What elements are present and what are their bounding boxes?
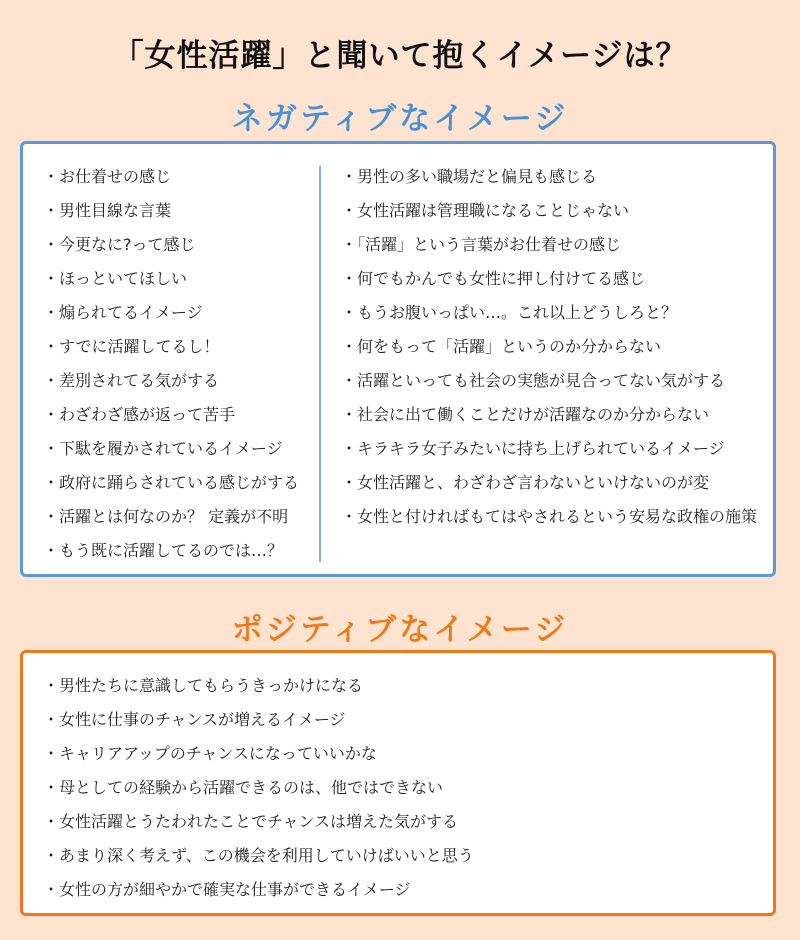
list-item: ・女性活躍と、わざわざ言わないといけないのが変 bbox=[341, 473, 710, 492]
page-title: 「女性活躍」と聞いて抱くイメージは？ bbox=[112, 38, 688, 74]
list-item: ・女性と付ければもてはやされるという安易な政権の施策 bbox=[341, 507, 758, 526]
list-item: ・女性に仕事のチャンスが増えるイメージ bbox=[43, 710, 346, 729]
list-item: ・女性活躍は管理職になることじゃない bbox=[341, 201, 630, 220]
list-item: ・男性たちに意識してもらうきっかけになる bbox=[43, 676, 364, 695]
negative-right-list bbox=[341, 163, 761, 537]
list-item: ・差別されてる気がする bbox=[43, 371, 220, 390]
list-item: ・男性目線な言葉 bbox=[43, 201, 172, 220]
positive-box bbox=[20, 650, 776, 916]
list-item: ・お仕着せの感じ bbox=[43, 167, 172, 186]
list-item: ・女性の方が細やかで確実な仕事ができるイメージ bbox=[43, 880, 411, 899]
negative-left-list bbox=[43, 163, 315, 571]
list-item: ・活躍といっても社会の実態が見合ってない気がする bbox=[341, 371, 726, 390]
list-item: ・もうお腹いっぱい…。これ以上どうしろと？ bbox=[341, 303, 678, 322]
positive-heading: ポジティブなイメージ bbox=[231, 612, 569, 648]
list-item: ・今更なに?って感じ bbox=[43, 235, 196, 254]
list-item: ・男性の多い職場だと偏見も感じる bbox=[341, 167, 598, 186]
list-item: ・政府に踊らされている感じがする bbox=[43, 473, 300, 492]
positive-list bbox=[43, 672, 474, 910]
list-item: ・すでに活躍してるし！ bbox=[43, 337, 220, 356]
list-item: ・女性活躍とうたわれたことでチャンスは増えた気がする bbox=[43, 812, 459, 831]
list-item: ・活躍とは何なのか？ 定義が不明 bbox=[43, 507, 289, 526]
list-item: ・もう既に活躍してるのでは…？ bbox=[43, 541, 284, 560]
list-item: ・母としての経験から活躍できるのは、他ではできない bbox=[43, 778, 444, 797]
negative-box bbox=[20, 141, 776, 577]
list-item: ・キラキラ女子みたいに持ち上げられているイメージ bbox=[341, 439, 725, 458]
list-item: ・わざわざ感が返って苦手 bbox=[43, 405, 236, 424]
list-item: ・あまり深く考えず、この機会を利用していけばいいと思う bbox=[43, 846, 474, 865]
list-item: ・下駄を履かされているイメージ bbox=[43, 439, 283, 458]
list-item: ・何をもって「活躍」というのか分からない bbox=[341, 337, 662, 356]
list-item: ・煽られてるイメージ bbox=[43, 303, 203, 322]
list-item: ・社会に出て働くことだけが活躍なのか分からない bbox=[341, 405, 710, 424]
negative-heading: ネガティブなイメージ bbox=[231, 101, 569, 137]
column-divider bbox=[319, 166, 321, 562]
list-item: ・キャリアアップのチャンスになっていいかな bbox=[43, 744, 377, 763]
list-item: ・ほっといてほしい bbox=[43, 269, 188, 288]
list-item: ・何でもかんでも女性に押し付けてる感じ bbox=[341, 269, 646, 288]
list-item: ・「活躍」という言葉がお仕着せの感じ bbox=[341, 235, 622, 254]
